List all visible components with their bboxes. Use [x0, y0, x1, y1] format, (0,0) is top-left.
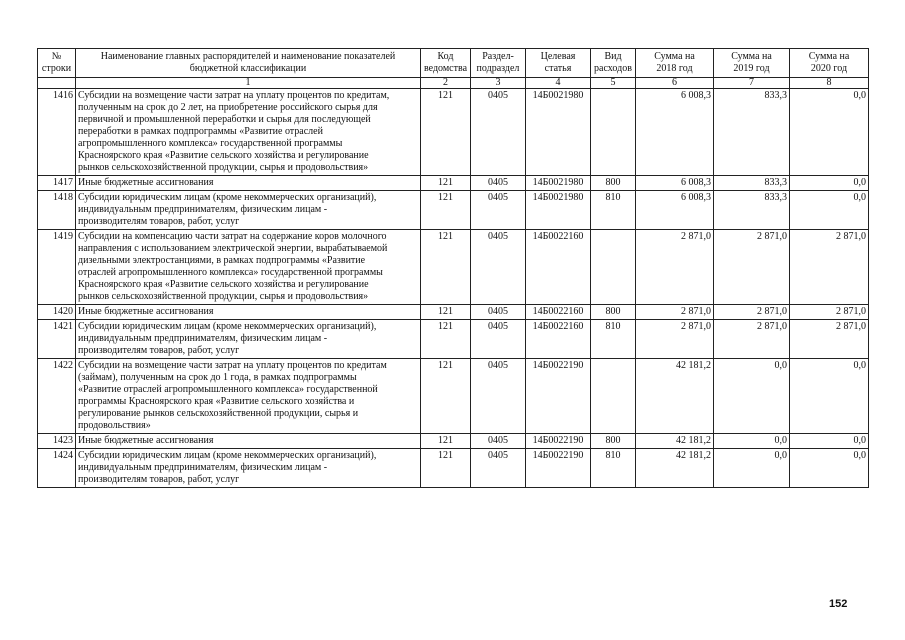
table-row: [38, 89, 869, 176]
row-ved-code: 121: [421, 191, 471, 230]
row-sum-2019: 2 871,0: [714, 230, 790, 305]
row-expense-type: 810: [591, 449, 636, 488]
row-sum-2019: 0,0: [714, 359, 790, 434]
col-number: 8: [790, 78, 869, 89]
row-name: Субсидии на возмещение части затрат на уплату процентов по кредитам, полученным на срок до 2 лет, на приобретение российского сырья для первичной и промышленной переработки и сырья для последующей переработки в рамках подпрограммы «Развитие отраслей агропромышленного комплекса» государственной программы Красноярского края «Развитие сельского хозяйства и регулирование рынков сельскохозяйственной продукции, сырья и продовольствия»: [76, 89, 421, 176]
table-row: [38, 176, 869, 191]
row-target-article: 14Б0022190: [526, 449, 591, 488]
row-razdel: 0405: [471, 191, 526, 230]
col-number: 6: [636, 78, 714, 89]
row-target-article: 14Б0021980: [526, 176, 591, 191]
row-name: Субсидии на возмещение части затрат на уплату процентов по кредитам (займам), полученным на срок до 1 года, в рамках подпрограммы «Развитие отраслей агропромышленного комплекса» государственной программы Красноярского края «Развитие сельского хозяйства и регулирование рынков сельскохозяйственной продукции, сырья и продовольствия»: [76, 359, 421, 434]
col-number: 2: [421, 78, 471, 89]
col-number-empty: [38, 78, 76, 89]
table-row: [38, 434, 869, 449]
row-number: 1420: [38, 305, 76, 320]
col-header-statya: Целевая статья: [526, 49, 591, 78]
row-name: Субсидии юридическим лицам (кроме некоммерческих организаций), индивидуальным предпринимателям, физическим лицам - производителям товаров, работ, услуг: [76, 191, 421, 230]
row-sum-2020: 0,0: [790, 434, 869, 449]
row-name: Субсидии на компенсацию части затрат на содержание коров молочного направления с использованием электрической энергии, вырабатываемой дизельными электростанциями, в рамках подпрограммы «Развитие отраслей агропромышленного комплекса» государственной программы Красноярского края «Развитие сельского хозяйства и регулирование рынков сельскохозяйственной продукции, сырья и продовольствия»: [76, 230, 421, 305]
row-name: Иные бюджетные ассигнования: [76, 305, 421, 320]
row-expense-type: 800: [591, 305, 636, 320]
row-target-article: 14Б0022160: [526, 305, 591, 320]
budget-table: [37, 48, 869, 488]
row-target-article: 14Б0022160: [526, 230, 591, 305]
row-sum-2019: 2 871,0: [714, 305, 790, 320]
table-row: [38, 191, 869, 230]
row-expense-type: 810: [591, 191, 636, 230]
col-header-ved: Код ведомства: [421, 49, 471, 78]
row-ved-code: 121: [421, 176, 471, 191]
row-razdel: 0405: [471, 305, 526, 320]
row-expense-type: 810: [591, 320, 636, 359]
col-header-sum-2019: Сумма на 2019 год: [714, 49, 790, 78]
table-row: [38, 320, 869, 359]
header-row: [38, 49, 869, 78]
col-number: 3: [471, 78, 526, 89]
row-expense-type: [591, 89, 636, 176]
row-number: 1416: [38, 89, 76, 176]
row-number: 1424: [38, 449, 76, 488]
row-expense-type: [591, 230, 636, 305]
row-razdel: 0405: [471, 176, 526, 191]
col-header-razdel: Раздел- подраздел: [471, 49, 526, 78]
col-header-vid: Вид расходов: [591, 49, 636, 78]
table-body: [38, 89, 869, 488]
table-row: [38, 305, 869, 320]
row-target-article: 14Б0022160: [526, 320, 591, 359]
row-number: 1422: [38, 359, 76, 434]
table-row: [38, 449, 869, 488]
table-row: [38, 230, 869, 305]
page-number: 152: [829, 598, 848, 610]
row-ved-code: 121: [421, 359, 471, 434]
row-sum-2019: 2 871,0: [714, 320, 790, 359]
col-header-name: Наименование главных распорядителей и наименование показателей бюджетной классификации: [76, 49, 421, 78]
row-razdel: 0405: [471, 359, 526, 434]
row-sum-2020: 2 871,0: [790, 305, 869, 320]
row-ved-code: 121: [421, 230, 471, 305]
row-sum-2018: 2 871,0: [636, 320, 714, 359]
row-ved-code: 121: [421, 449, 471, 488]
row-razdel: 0405: [471, 230, 526, 305]
col-header-row-no: № строки: [38, 49, 76, 78]
row-sum-2020: 2 871,0: [790, 320, 869, 359]
row-sum-2018: 42 181,2: [636, 359, 714, 434]
row-sum-2019: 833,3: [714, 191, 790, 230]
row-sum-2018: 6 008,3: [636, 176, 714, 191]
row-expense-type: [591, 359, 636, 434]
row-number: 1418: [38, 191, 76, 230]
row-razdel: 0405: [471, 320, 526, 359]
row-sum-2019: 0,0: [714, 449, 790, 488]
row-target-article: 14Б0021980: [526, 191, 591, 230]
row-sum-2018: 42 181,2: [636, 449, 714, 488]
row-sum-2020: 0,0: [790, 359, 869, 434]
row-target-article: 14Б0022190: [526, 359, 591, 434]
row-number: 1417: [38, 176, 76, 191]
row-razdel: 0405: [471, 449, 526, 488]
table-row: [38, 359, 869, 434]
col-number: 1: [76, 78, 421, 89]
row-ved-code: 121: [421, 320, 471, 359]
row-number: 1421: [38, 320, 76, 359]
row-sum-2019: 0,0: [714, 434, 790, 449]
column-numbers-row: [38, 78, 869, 89]
row-sum-2020: 0,0: [790, 191, 869, 230]
col-number: 4: [526, 78, 591, 89]
row-sum-2020: 0,0: [790, 89, 869, 176]
col-number: 7: [714, 78, 790, 89]
row-sum-2020: 0,0: [790, 449, 869, 488]
row-sum-2018: 2 871,0: [636, 230, 714, 305]
row-target-article: 14Б0021980: [526, 89, 591, 176]
col-number: 5: [591, 78, 636, 89]
row-number: 1423: [38, 434, 76, 449]
row-ved-code: 121: [421, 305, 471, 320]
row-sum-2019: 833,3: [714, 176, 790, 191]
row-sum-2019: 833,3: [714, 89, 790, 176]
row-razdel: 0405: [471, 89, 526, 176]
row-name: Иные бюджетные ассигнования: [76, 176, 421, 191]
row-sum-2018: 6 008,3: [636, 191, 714, 230]
row-sum-2018: 42 181,2: [636, 434, 714, 449]
row-sum-2018: 6 008,3: [636, 89, 714, 176]
row-sum-2018: 2 871,0: [636, 305, 714, 320]
table-header: [38, 49, 869, 89]
row-ved-code: 121: [421, 434, 471, 449]
row-target-article: 14Б0022190: [526, 434, 591, 449]
row-name: Иные бюджетные ассигнования: [76, 434, 421, 449]
row-sum-2020: 2 871,0: [790, 230, 869, 305]
row-sum-2020: 0,0: [790, 176, 869, 191]
row-razdel: 0405: [471, 434, 526, 449]
row-number: 1419: [38, 230, 76, 305]
row-name: Субсидии юридическим лицам (кроме некоммерческих организаций), индивидуальным предпринимателям, физическим лицам - производителям товаров, работ, услуг: [76, 320, 421, 359]
row-name: Субсидии юридическим лицам (кроме некоммерческих организаций), индивидуальным предпринимателям, физическим лицам - производителям товаров, работ, услуг: [76, 449, 421, 488]
col-header-sum-2018: Сумма на 2018 год: [636, 49, 714, 78]
row-expense-type: 800: [591, 176, 636, 191]
col-header-sum-2020: Сумма на 2020 год: [790, 49, 869, 78]
row-expense-type: 800: [591, 434, 636, 449]
row-ved-code: 121: [421, 89, 471, 176]
